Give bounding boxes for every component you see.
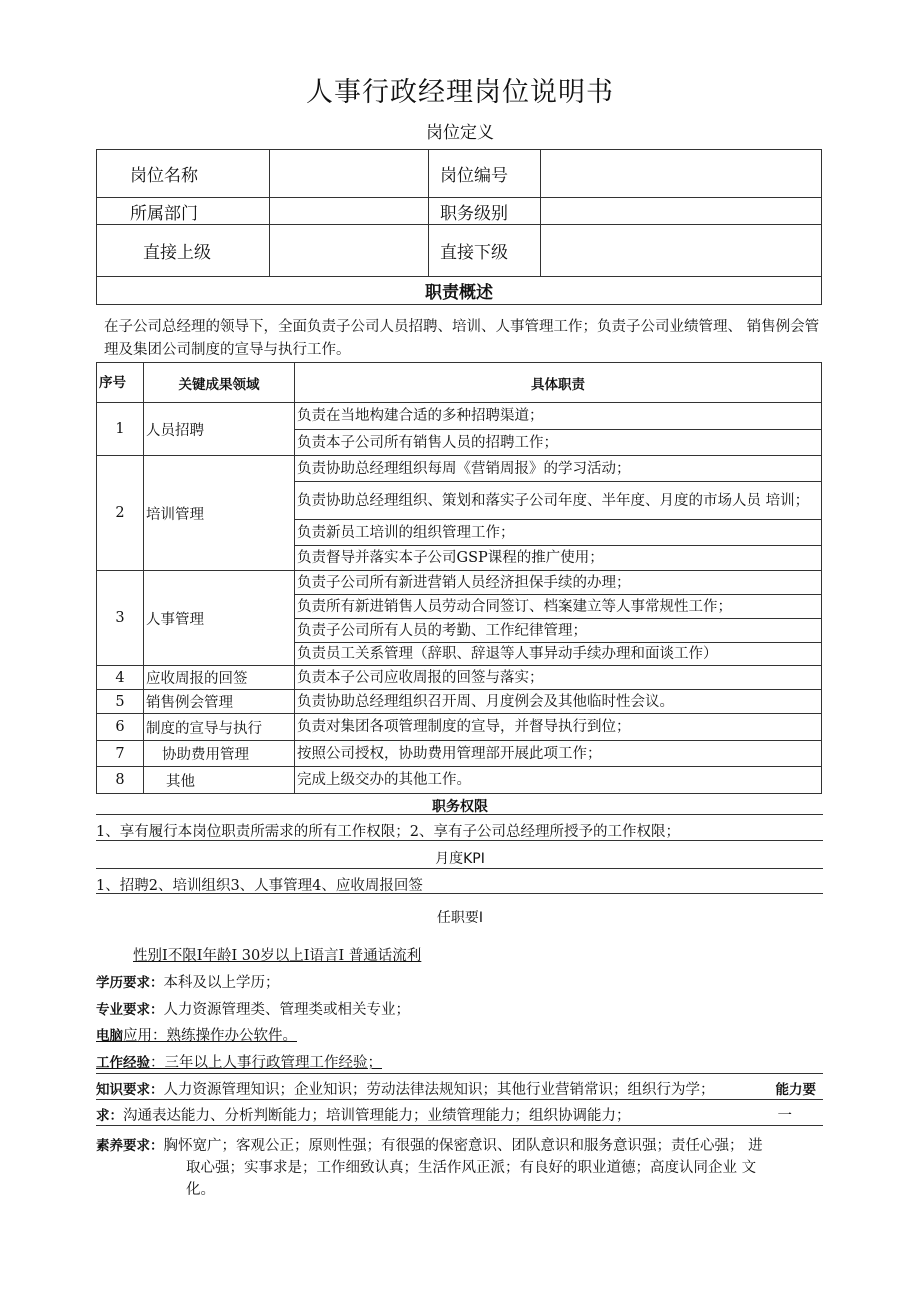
education-line [96, 971, 280, 992]
overview-heading: 职责概述 [97, 277, 822, 305]
experience-label: 工作经验 [96, 1055, 150, 1071]
row-area: 培训管理 [144, 456, 295, 571]
table-row [97, 571, 822, 595]
subordinate-label: 直接下级 [429, 225, 541, 277]
table-row [97, 767, 822, 794]
divider [96, 868, 823, 869]
major-value: 人力资源管理类、管理类或相关专业； [163, 1002, 410, 1018]
position-name-value [270, 150, 429, 198]
basic-requirements: 性别I不限I年龄I 30岁以上I语言I 普通话流利 [133, 948, 422, 964]
superior-value [270, 225, 429, 277]
duty-item: 负责本子公司应收周报的回签与落实； [295, 666, 822, 690]
quality-value-3: 化。 [186, 1182, 215, 1198]
requirements-heading: 任职要I [436, 910, 484, 926]
kpi-text: 1、招聘2、培训组织3、人事管理4、应收周报回签 [96, 878, 423, 894]
row-area: 制度的宣导与执行 [144, 714, 295, 741]
divider [96, 1073, 823, 1074]
duty-item: 负责子公司所有人员的考勤、工作纪律管理； [295, 619, 822, 643]
row-no: 7 [97, 741, 144, 767]
major-line [96, 998, 410, 1019]
duty-item: 负责子公司所有新进营销人员经济担保手续的办理； [295, 571, 822, 595]
duty-item: 负责本子公司所有销售人员的招聘工作； [295, 430, 822, 456]
ability-line [96, 1104, 822, 1125]
computer-value: 应用：熟练操作办公软件。 [123, 1028, 297, 1044]
position-definition-table [96, 149, 822, 305]
row-no: 1 [97, 403, 144, 456]
header-detail: 具体职责 [295, 363, 822, 403]
table-row [97, 690, 822, 714]
row-no: 5 [97, 690, 144, 714]
authority-text: 1、享有履行本岗位职责所需求的所有工作权限；2、享有子公司总经理所授予的工作权限； [96, 824, 680, 840]
knowledge-line [96, 1078, 822, 1099]
duty-item: 负责对集团各项管理制度的宣导，并督导执行到位； [295, 714, 822, 741]
duty-item: 负责所有新进销售人员劳动合同签订、档案建立等人事常规性工作； [295, 595, 822, 619]
divider [96, 814, 823, 815]
row-no: 2 [97, 456, 144, 571]
duty-item: 完成上级交办的其他工作。 [295, 767, 822, 794]
duty-item: 负责新员工培训的组织管理工作； [295, 520, 822, 546]
duty-item: 负责督导并落实本子公司GSP课程的推广使用； [295, 546, 822, 571]
knowledge-label: 知识要求： [96, 1082, 164, 1098]
table-row [97, 456, 822, 482]
header-area: 关键成果领域 [144, 363, 295, 403]
duty-item: 负责协助总经理组织召开周、月度例会及其他临时性会议。 [295, 690, 822, 714]
quality-value-1: 胸怀宽广；客观公正；原则性强；有很强的保密意识、团队意识和服务意识强；责任心强； 进 [163, 1138, 763, 1154]
ability-label-a: 能力要 [775, 1082, 816, 1098]
table-row [97, 741, 822, 767]
quality-label: 素养要求： [96, 1138, 164, 1154]
subordinate-value [541, 225, 822, 277]
department-label: 所属部门 [97, 198, 270, 225]
duty-item: 负责协助总经理组织、策划和落实子公司年度、半年度、月度的市场人员 培训； [295, 482, 822, 520]
row-area: 协助费用管理 [144, 741, 295, 767]
row-no: 8 [97, 767, 144, 794]
job-level-label: 职务级别 [429, 198, 541, 225]
major-label: 专业要求： [96, 1002, 164, 1018]
computer-label: 电脑 [96, 1028, 123, 1044]
divider [96, 840, 823, 841]
knowledge-value: 人力资源管理知识；企业知识；劳动法律法规知识；其他行业营销常识；组织行为学； [163, 1082, 715, 1098]
quality-line [96, 1134, 763, 1155]
row-area: 其他 [144, 767, 295, 794]
document-title: 人事行政经理岗位说明书 [306, 77, 614, 108]
ability-label-b: 求： [96, 1108, 123, 1124]
authority-heading: 职务权限 [432, 799, 488, 815]
overview-text: 在子公司总经理的领导下，全面负责子公司人员招聘、培训、人事管理工作；负责子公司业绩管理、 销售例会管理及集团公司制度的宣导与执行工作。 [104, 319, 820, 358]
row-no: 4 [97, 666, 144, 690]
position-name-label: 岗位名称 [97, 150, 270, 198]
section-subtitle: 岗位定义 [426, 123, 494, 143]
kpi-heading: 月度KPI [435, 851, 485, 867]
row-area: 应收周报的回签 [144, 666, 295, 690]
duties-table [96, 362, 822, 794]
table-row [97, 403, 822, 430]
computer-line [96, 1024, 297, 1045]
row-no: 6 [97, 714, 144, 741]
divider [96, 893, 823, 894]
position-code-value [541, 150, 822, 198]
education-label: 学历要求： [96, 975, 164, 991]
duty-item: 负责在当地构建合适的多种招聘渠道； [295, 403, 822, 430]
experience-line [96, 1051, 382, 1072]
divider [96, 1099, 823, 1100]
row-area: 人员招聘 [144, 403, 295, 456]
row-area: 人事管理 [144, 571, 295, 666]
duty-item: 负责协助总经理组织每周《营销周报》的学习活动； [295, 456, 822, 482]
header-no: 序号 [97, 363, 144, 403]
duty-item: 负责员工关系管理（辞职、辞退等人事异动手续办理和面谈工作） [295, 643, 822, 666]
row-no: 3 [97, 571, 144, 666]
department-value [270, 198, 429, 225]
ability-tail: 一 [777, 1108, 792, 1124]
position-code-label: 岗位编号 [429, 150, 541, 198]
row-area: 销售例会管理 [144, 690, 295, 714]
ability-value: 沟通表达能力、分析判断能力；培训管理能力；业绩管理能力；组织协调能力； [123, 1108, 631, 1124]
quality-value-2: 取心强；实事求是；工作细致认真；生活作风正派；有良好的职业道德；高度认同企业 文 [186, 1160, 757, 1176]
superior-label: 直接上级 [97, 225, 270, 277]
duty-item: 按照公司授权，协助费用管理部开展此项工作； [295, 741, 822, 767]
job-level-value [541, 198, 822, 225]
table-row [97, 666, 822, 690]
education-value: 本科及以上学历； [163, 975, 280, 991]
table-row [97, 714, 822, 741]
divider [96, 1125, 823, 1126]
experience-value: ：三年以上人事行政管理工作经验； [150, 1055, 382, 1071]
